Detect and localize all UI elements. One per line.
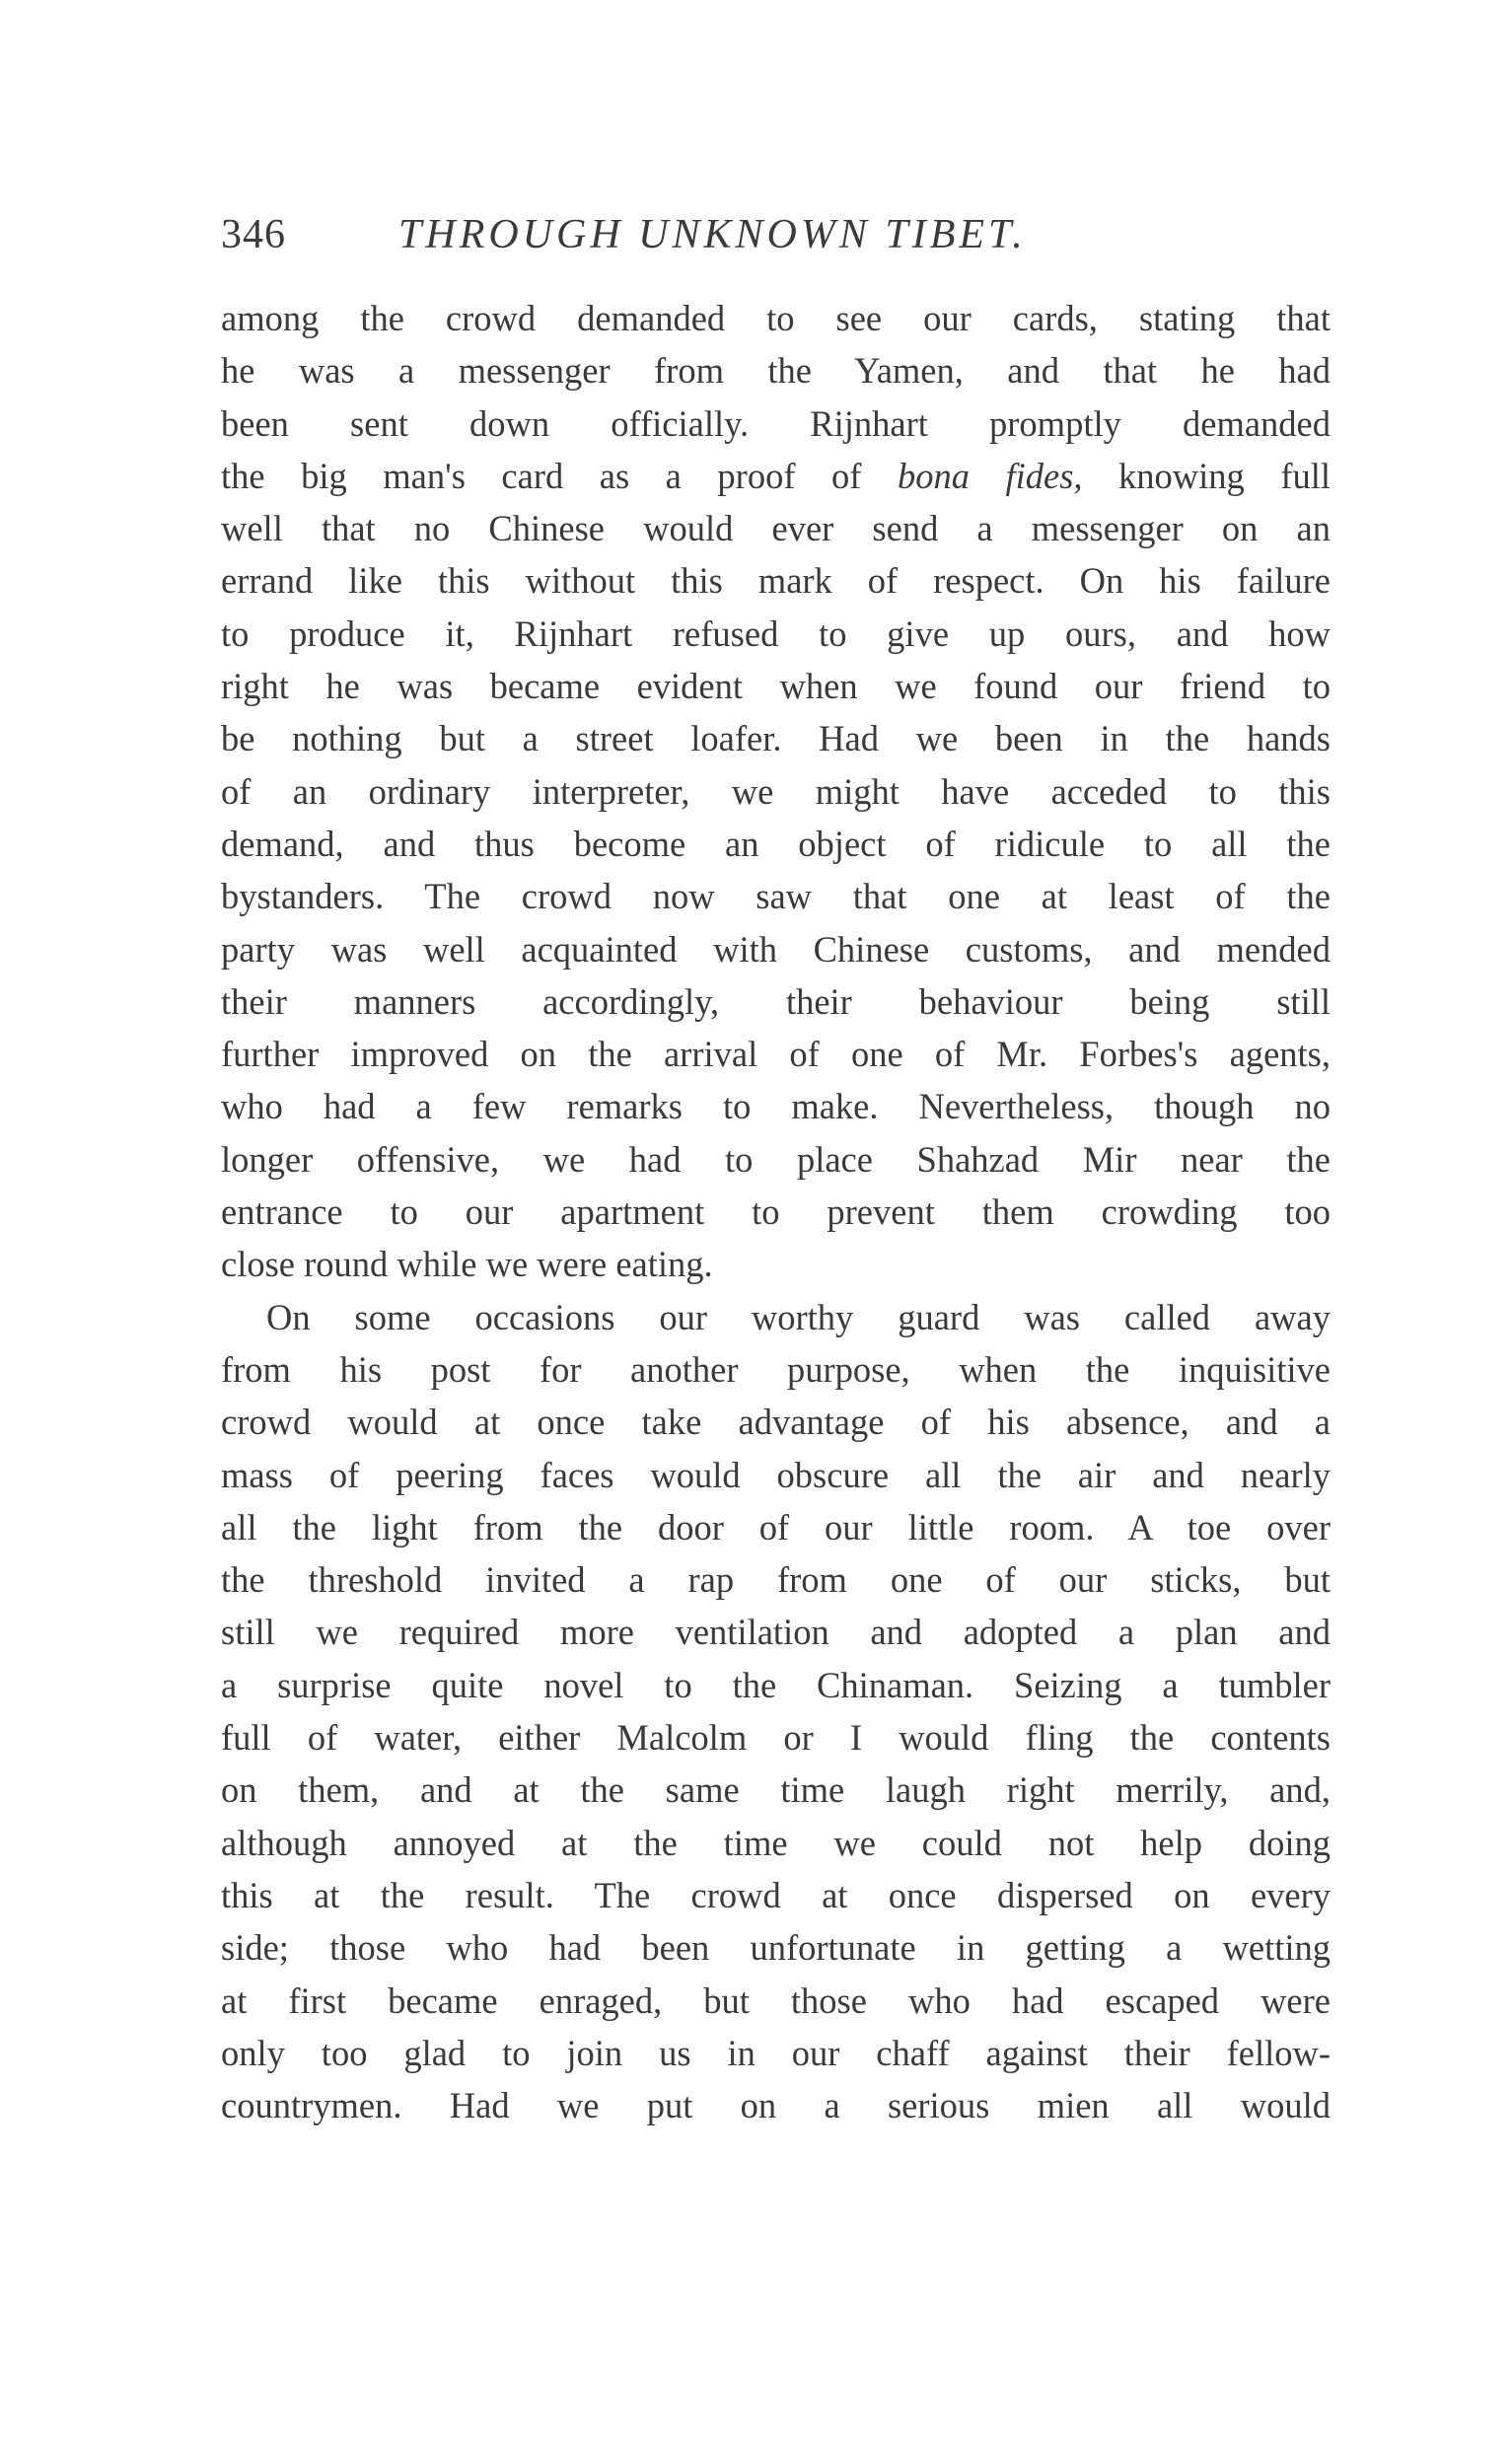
text-line: at first became enraged, but those who had escaped were [221, 1979, 1331, 2021]
text-line: from his post for another purpose, when the inquisitive [221, 1348, 1331, 1390]
paragraph-first-line: On some occasions our worthy guard was called away [266, 1296, 1331, 1337]
text-line: entrance to our apartment to prevent them crowding too [221, 1191, 1331, 1233]
text-line: full of water, either Malcolm or I would fling the contents [221, 1717, 1331, 1759]
text-line: countrymen. Had we put on a serious mien all would [221, 2085, 1331, 2126]
text-line: well that no Chinese would ever send a messenger on an [221, 508, 1331, 549]
text-line-end: knowing full [1082, 455, 1332, 496]
text-line: of an ordinary interpreter, we might have acceded to this [221, 770, 1331, 812]
text-line: to produce it, Rijnhart refused to give up ours, and how [221, 612, 1331, 654]
body-text [221, 292, 1331, 2131]
text-line: although annoyed at the time we could not help doing [221, 1822, 1331, 1863]
italic-phrase: bona fides, [897, 455, 1083, 496]
text-line: demand, and thus become an object of ridicule to all the [221, 823, 1331, 864]
text-line [221, 450, 1331, 502]
text-line: a surprise quite novel to the Chinaman. Seizing a tumbler [221, 1664, 1331, 1705]
text-line: further improved on the arrival of one of Mr. Forbes's agents, [221, 1034, 1331, 1075]
page-header [221, 205, 1326, 264]
text-line: side; those who had been unfortunate in getting a wetting [221, 1927, 1331, 1969]
text-line: longer offensive, we had to place Shahzad Mir near the [221, 1138, 1331, 1180]
text-line: this at the result. The crowd at once dispersed on every [221, 1874, 1331, 1915]
text-line: right he was became evident when we found our friend to [221, 666, 1331, 707]
text-line: among the crowd demanded to see our cards, stating that [221, 298, 1331, 338]
text-line: he was a messenger from the Yamen, and that he had [221, 350, 1331, 392]
text-line: only too glad to join us in our chaff against their fellow- [221, 2032, 1331, 2073]
text-line: the threshold invited a rap from one of our sticks, but [221, 1559, 1331, 1601]
text-line: bystanders. The crowd now saw that one at least of the [221, 876, 1331, 917]
text-line: all the light from the door of our little room. A toe over [221, 1506, 1331, 1547]
text-line: been sent down officially. Rijnhart promptly demanded [221, 402, 1331, 444]
text-line: errand like this without this mark of respect. On his failure [221, 560, 1331, 602]
text-line-start: the big man's card as a proof of [221, 455, 898, 496]
text-line: their manners accordingly, their behaviour being still [221, 980, 1331, 1022]
text-line: mass of peering faces would obscure all the air and nearly [221, 1454, 1331, 1495]
page-number: 346 [221, 212, 286, 257]
text-line: crowd would at once take advantage of his absence, and a [221, 1402, 1331, 1443]
text-line: be nothing but a street loafer. Had we been in the hands [221, 718, 1331, 759]
running-title: THROUGH UNKNOWN TIBET. [398, 212, 1027, 257]
text-line: who had a few remarks to make. Nevertheless, though no [221, 1086, 1331, 1127]
text-line: on them, and at the same time laugh right merrily, and, [221, 1769, 1331, 1811]
text-line: still we required more ventilation and adopted a plan and [221, 1612, 1331, 1653]
paragraph-last-line: close round while we were eating. [221, 1244, 713, 1285]
text-line: party was well acquainted with Chinese customs, and mended [221, 928, 1331, 970]
